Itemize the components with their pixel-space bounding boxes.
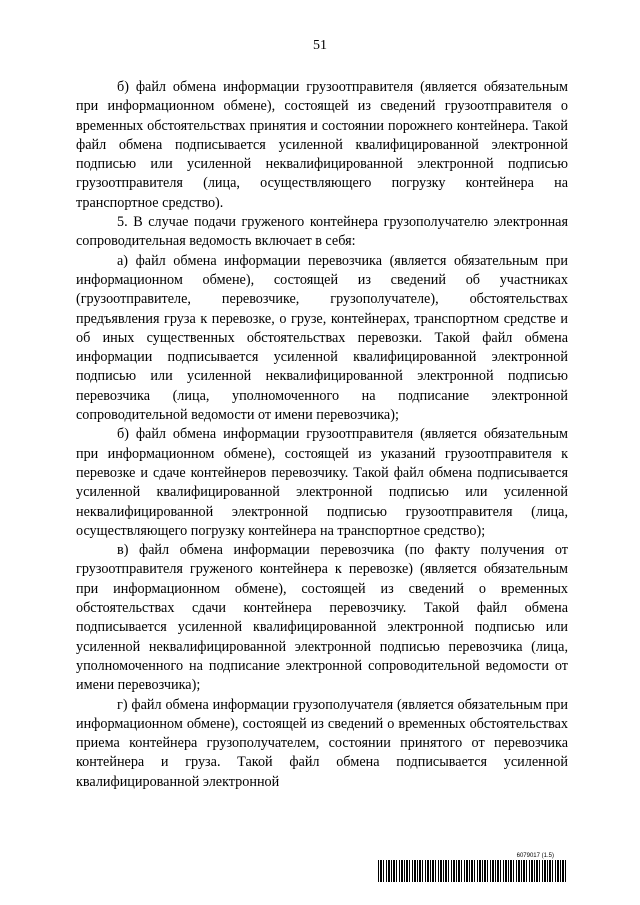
paragraph-b-shipper: б) файл обмена информации грузоотправителя (является обязательным при информационном обмене), состоящей из указаний грузоотправителя к перевозке и сдаче контейнеров перевозчику. Такой файл обмена подписывается усиленной квалифицированной электронной подписью или усиленной неквалифицированной электронной подписью грузоотправителя (лица, осуществляющего погрузку контейнера на транспортное средство); — [76, 426, 568, 539]
paragraph-g-consignee: г) файл обмена информации грузополучателя (является обязательным при информационном обмене), состоящей из сведений о временных обстоятельствах приема контейнера грузополучателем, состоянии принятого от перевозчика контейнера и груза. Такой файл обмена подписывается усиленной квалифицированной электронной — [76, 696, 568, 790]
document-code: 6079017 (1.5) — [516, 853, 554, 859]
paragraph-a-carrier: а) файл обмена информации перевозчика (является обязательным при информационном обмене), состоящей из сведений об участниках (грузоотправителе, перевозчике, грузополучателе), обстоятельствах предъявления груза к перевозке, о грузе, контейнерах, транспортном средстве и об иных существенных обстоятельствах перевозки. Такой файл обмена информации подписывается усиленной квалифицированной электронной подписью или усиленной неквалифицированной электронной подписью перевозчика (лица, уполномоченного на подписание электронной сопроводительной ведомости от имени перевозчика); — [76, 252, 568, 424]
document-body — [76, 78, 568, 792]
barcode-image — [378, 860, 566, 882]
paragraph-b-empty-container: б) файл обмена информации грузоотправителя (является обязательным при информационном обмене), состоящей из сведений грузоотправителя о временных обстоятельствах принятия и состоянии порожнего контейнера. Такой файл обмена подписывается усиленной квалифицированной электронной подписью или усиленной неквалифицированной электронной подписью грузоотправителя (лица, осуществляющего погрузку контейнера на транспортное средство). — [76, 79, 568, 211]
paragraph-5-loaded-container: 5. В случае подачи груженого контейнера грузополучателю электронная сопроводительная ведомость включает в себя: — [76, 214, 568, 250]
paragraph-v-carrier-receipt: в) файл обмена информации перевозчика (по факту получения от грузоотправителя груженого контейнера к перевозке) (является обязательным при информационном обмене), состоящей из сведений о временных обстоятельствах сдачи контейнера перевозчику. Такой файл обмена подписывается усиленной квалифицированной электронной подписью или усиленной неквалифицированной электронной подписью перевозчика (лица, уполномоченного на подписание электронной сопроводительной ведомости от имени перевозчика); — [76, 542, 568, 694]
page-number: 51 — [313, 38, 327, 53]
